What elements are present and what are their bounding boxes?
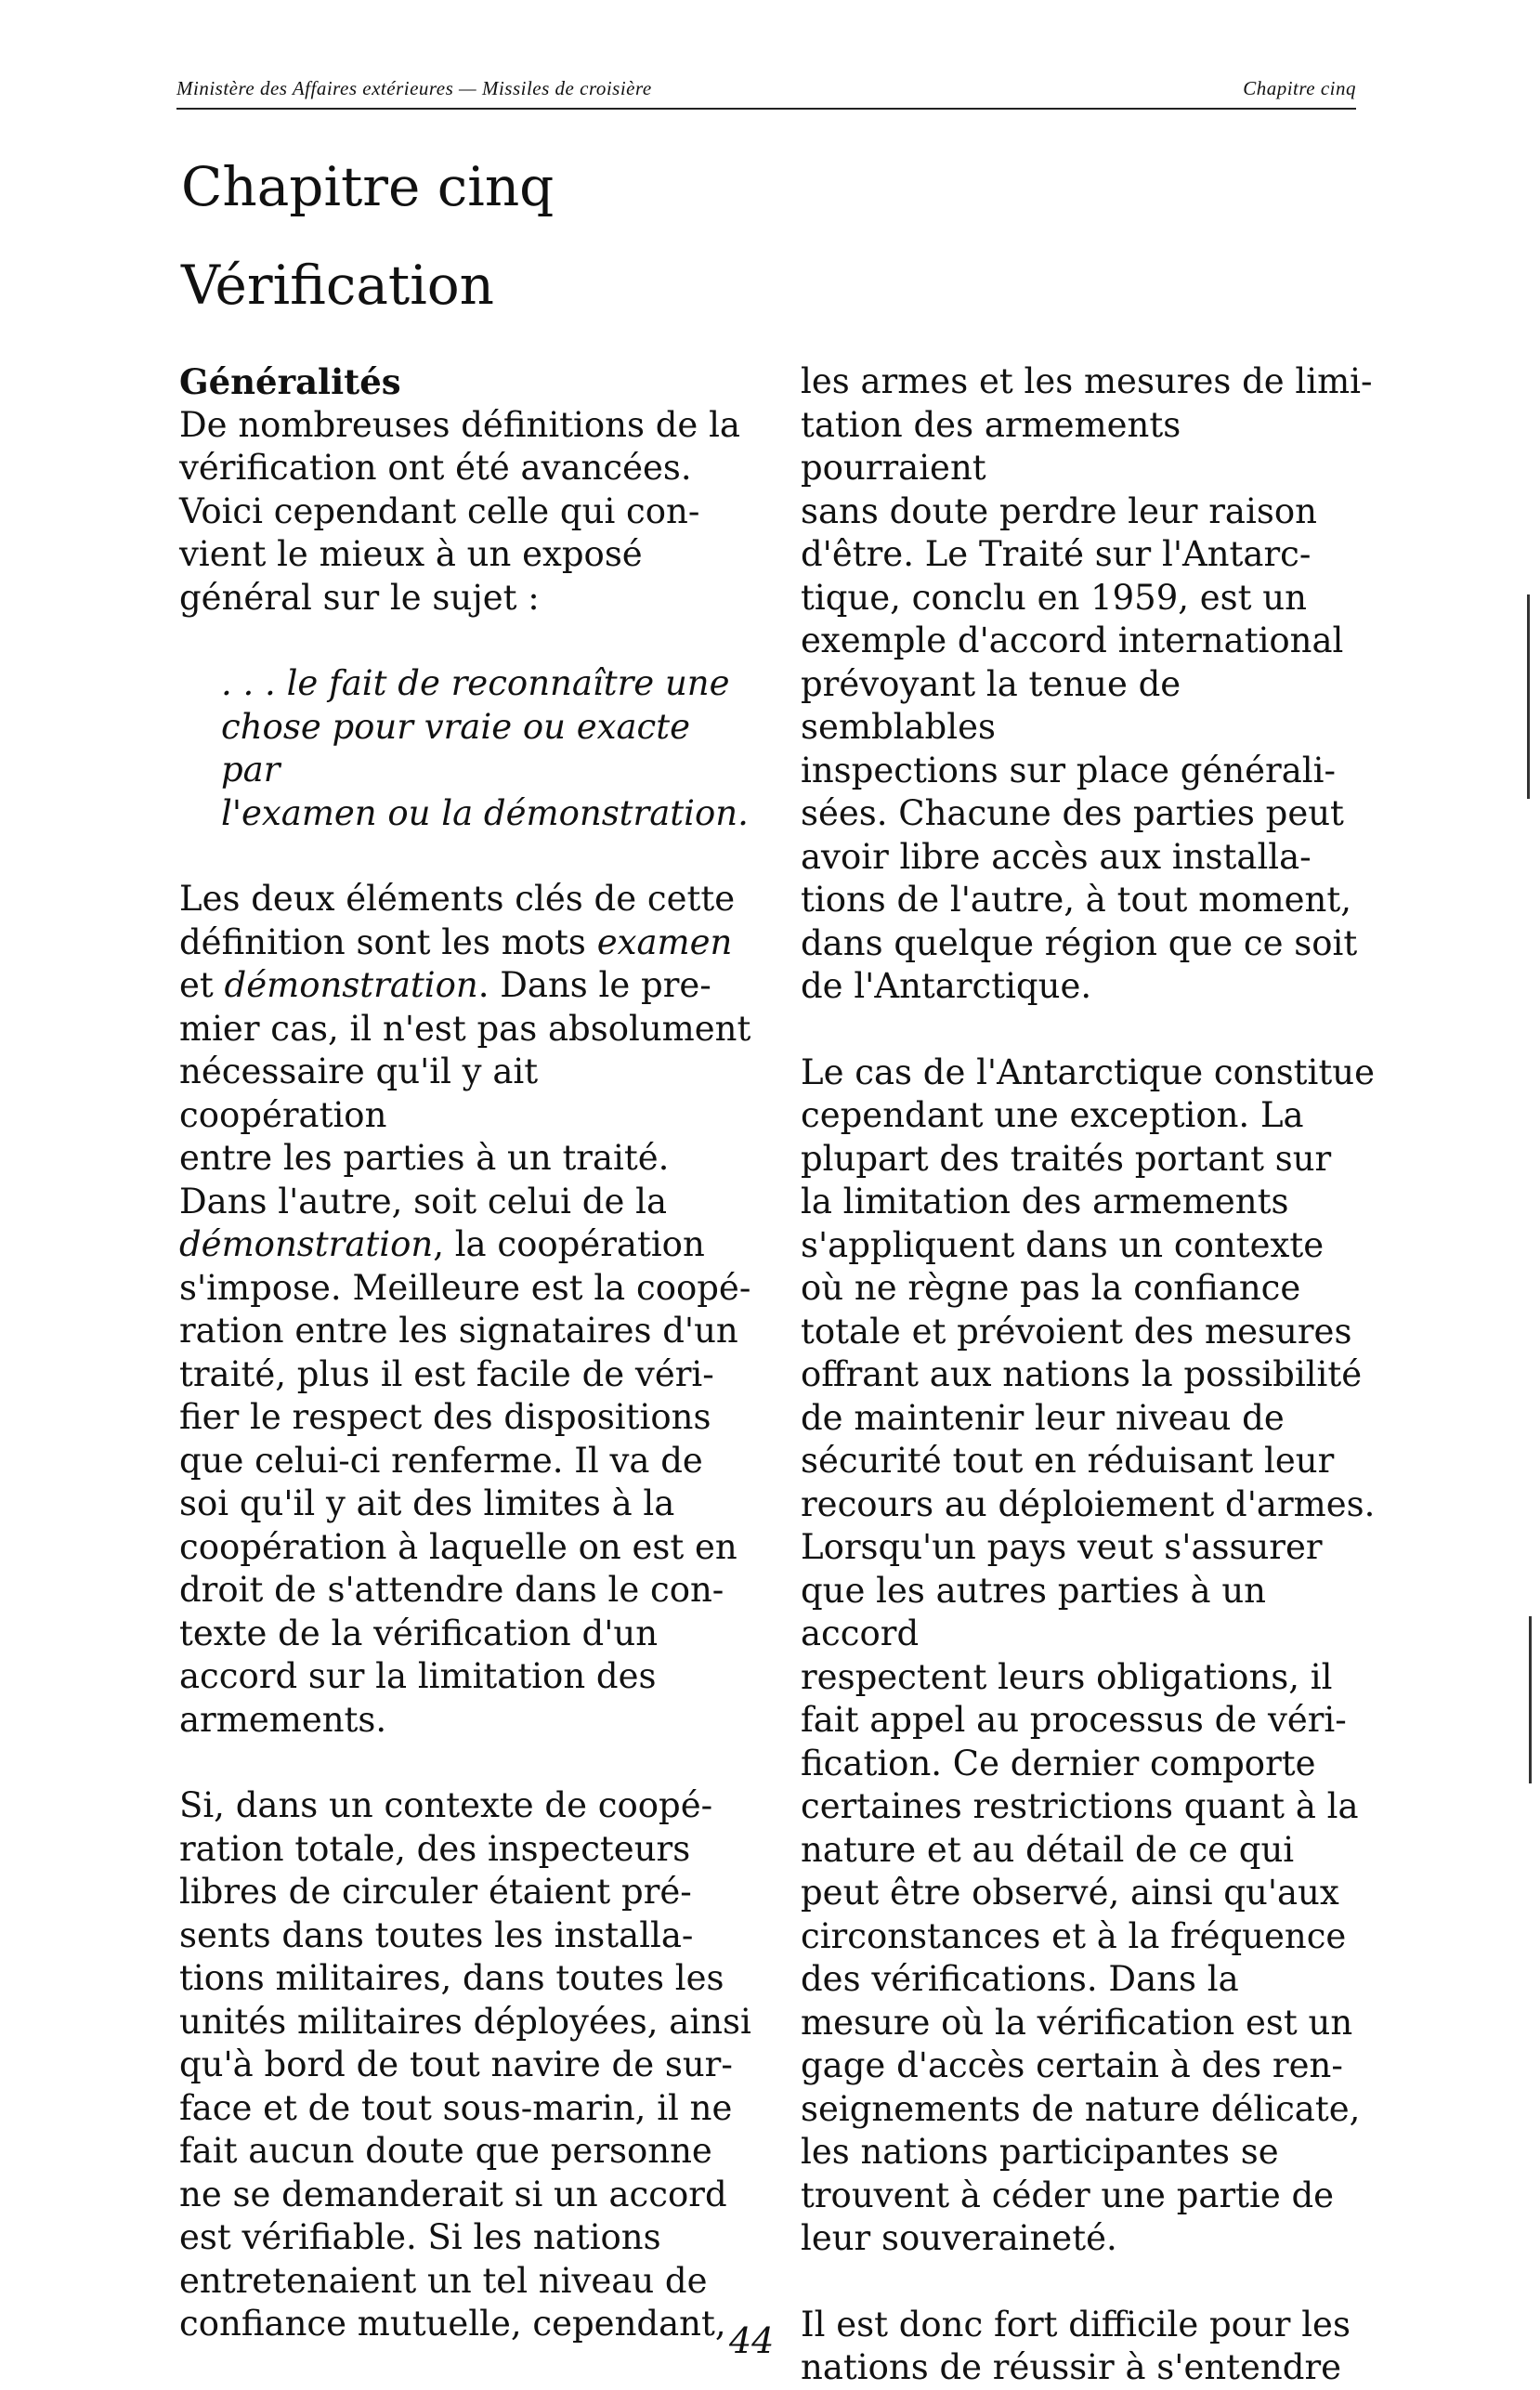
paragraph-antarctic-treaty: les armes et les mesures de limi- tation des armements pourraient sans doute perdre leur raison d'être. Le Traité sur l'Antarc- tique, conclu en 1959, est un exemple d'accord international prévoyant la tenue de semblables inspections sur place générali- sées. Chacune des parties peut avoir libre accès aux installa- tions de l'autre, à tout moment, dans quelque région que ce soit de l'Antarctique. <box>801 361 1373 1006</box>
paragraph-key-elements-part4: , la coopération s'impose. Meilleure est la coopé- ration entre les signataires d'un traité, plus il est facile de véri- fier le respect des dispositions que celui-ci renferme. Il va de soi qu'il y ait des limites à la coopération à laquelle on est en droit de s'attendre dans le con- texte de la vérification d'un accord sur la limitation des armements. <box>179 1224 751 1740</box>
running-head-left: Ministère des Affaires extérieures — Missiles de croisière <box>176 77 652 99</box>
section-title: Vérification <box>181 254 495 317</box>
paragraph-key-elements <box>179 878 755 1742</box>
scan-edge-mark <box>1529 1616 1532 1783</box>
paragraph-key-elements-part1: Les deux éléments clés de cette définition sont les mots <box>179 879 736 962</box>
header-rule <box>176 108 1356 110</box>
paragraph-key-elements-part3: . Dans le pre- mier cas, il n'est pas absolument nécessaire qu'il y ait coopération entre les parties à un traité. Dans l'autre, soit celui de la <box>179 965 751 1221</box>
scan-edge-mark <box>1527 594 1530 799</box>
left-column <box>179 360 755 2346</box>
running-head-right: Chapitre cinq <box>1243 77 1356 99</box>
term-demonstration-2: démonstration <box>179 1224 434 1264</box>
page-number: 44 <box>729 2320 775 2361</box>
chapter-title: Chapitre cinq <box>181 155 555 218</box>
subheading-generalites: Généralités <box>179 361 401 402</box>
paragraph-key-elements-part2: et <box>179 965 214 1005</box>
definition-quote: . . . le fait de reconnaître une chose pour vraie ou exacte par l'examen ou la démonstration. <box>221 663 749 833</box>
paragraph-definitions: De nombreuses définitions de la vérification ont été avancées. Voici cependant celle qui con- vient le mieux à un exposé général sur le sujet : <box>179 404 740 618</box>
paragraph-total-cooperation: Si, dans un contexte de coopé- ration totale, des inspecteurs libres de circuler étaient pré- sents dans toutes les installa- tions militaires, dans toutes les unités militaires déployées, ainsi qu'à bord de tout navire de sur- face et de tout sous-marin, il ne fait aucun doute que personne ne se demanderait si un accord est vérifiable. Si les nations entretenaient un tel niveau de confiance mutuelle, cependant, <box>179 1785 751 2344</box>
right-column <box>801 360 1377 2390</box>
term-demonstration: démonstration <box>224 965 478 1005</box>
term-examen: examen <box>596 921 733 962</box>
paragraph-antarctic-exception: Le cas de l'Antarctique constitue cependant une exception. La plupart des traités portant sur la limitation des armements s'appliquent dans un contexte où ne règne pas la confiance totale et prévoient des mesures offrant aux nations la possibilité de maintenir leur niveau de sécurité tout en réduisant leur recours au déploiement d'armes. Lorsqu'un pays veut s'assurer que les autres parties à un accord respectent leurs obligations, il fait appel au processus de véri- fication. Ce dernier comporte certaines restrictions quant à la nature et au détail de ce qui peut être observé, ainsi qu'aux circonstances et à la fréquence des vérifications. Dans la mesure où la vérification est un gage d'accès certain à des ren- seignements de nature délicate, les nations participantes se trouvent à céder une partie de leur souveraineté. <box>801 1051 1376 2258</box>
paragraph-difficulty: Il est donc fort difficile pour les nations de réussir à s'entendre <box>801 2304 1351 2387</box>
